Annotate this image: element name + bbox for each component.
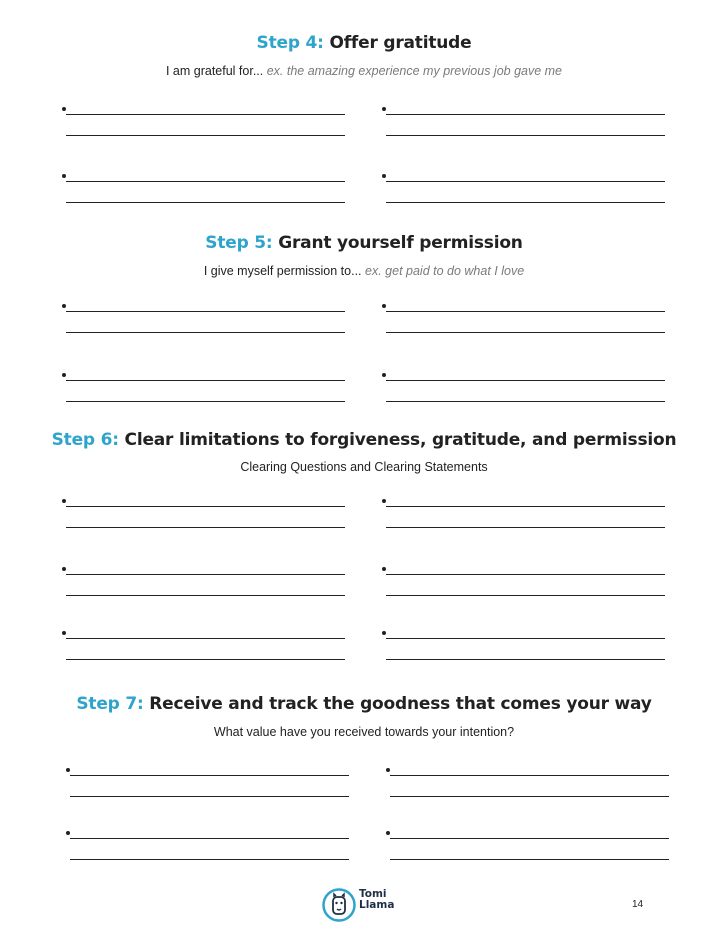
bullet-point: [382, 499, 386, 503]
writing-line[interactable]: [386, 638, 665, 639]
writing-line[interactable]: [386, 181, 665, 182]
writing-line[interactable]: [390, 796, 669, 797]
writing-line[interactable]: [66, 311, 345, 312]
writing-line[interactable]: [390, 775, 669, 776]
writing-line[interactable]: [386, 311, 665, 312]
step-7-heading: [0, 694, 728, 714]
writing-line[interactable]: [70, 859, 349, 860]
writing-line[interactable]: [386, 114, 665, 115]
bullet-point: [382, 174, 386, 178]
bullet-point: [62, 499, 66, 503]
writing-line[interactable]: [66, 506, 345, 507]
writing-line[interactable]: [386, 135, 665, 136]
writing-line[interactable]: [66, 332, 345, 333]
step-6-subtitle: Clearing Questions and Clearing Statements: [240, 460, 488, 474]
step-5-prompt: I give myself permission to...: [203, 264, 362, 278]
writing-line[interactable]: [386, 595, 665, 596]
step-7-subtitle: What value have you received towards your intention?: [213, 725, 515, 739]
step-7-number: Step 7:: [76, 694, 144, 714]
bullet-point: [382, 631, 386, 635]
bullet-point: [66, 831, 70, 835]
writing-line[interactable]: [66, 659, 345, 660]
step-6-title: Clear limitations to forgiveness, gratitude, and permission: [124, 430, 677, 450]
bullet-point: [382, 567, 386, 571]
step-5-prompt-row: [0, 264, 728, 278]
bullet-point: [62, 304, 66, 308]
bullet-point: [62, 567, 66, 571]
logo-wordmark: [359, 889, 394, 911]
bullet-point: [386, 831, 390, 835]
writing-line[interactable]: [386, 506, 665, 507]
step-5-heading: [0, 233, 728, 253]
bullet-point: [382, 373, 386, 377]
bullet-point: [386, 768, 390, 772]
writing-line[interactable]: [386, 401, 665, 402]
step-4-title: Offer gratitude: [329, 33, 472, 53]
writing-line[interactable]: [66, 401, 345, 402]
writing-line[interactable]: [66, 114, 345, 115]
writing-line[interactable]: [390, 859, 669, 860]
writing-line[interactable]: [66, 202, 345, 203]
writing-line[interactable]: [66, 181, 345, 182]
step-4-prompt: I am grateful for...: [165, 64, 264, 78]
bullet-point: [62, 107, 66, 111]
bullet-point: [62, 373, 66, 377]
writing-line[interactable]: [386, 380, 665, 381]
bullet-point: [382, 107, 386, 111]
logo-line-1: Tomi: [359, 888, 387, 900]
writing-line[interactable]: [386, 332, 665, 333]
step-6-heading: [0, 430, 728, 450]
writing-line[interactable]: [386, 202, 665, 203]
tomi-llama-logo-icon: [322, 888, 356, 922]
writing-line[interactable]: [66, 574, 345, 575]
step-5-title: Grant yourself permission: [278, 233, 523, 253]
step-4-heading: [0, 33, 728, 53]
bullet-point: [382, 304, 386, 308]
writing-line[interactable]: [70, 796, 349, 797]
writing-line[interactable]: [66, 638, 345, 639]
writing-line[interactable]: [386, 659, 665, 660]
writing-line[interactable]: [66, 527, 345, 528]
writing-line[interactable]: [66, 135, 345, 136]
writing-line[interactable]: [66, 380, 345, 381]
step-4-number: Step 4:: [256, 33, 324, 53]
page-number: 14: [632, 899, 644, 910]
step-6-number: Step 6:: [51, 430, 119, 450]
writing-line[interactable]: [386, 527, 665, 528]
step-7-title: Receive and track the goodness that comes your way: [149, 694, 652, 714]
writing-line[interactable]: [386, 574, 665, 575]
writing-line[interactable]: [66, 595, 345, 596]
writing-line[interactable]: [390, 838, 669, 839]
writing-line[interactable]: [70, 838, 349, 839]
step-4-example: ex. the amazing experience my previous job gave me: [266, 64, 563, 78]
step-4-prompt-row: [0, 64, 728, 78]
bullet-point: [62, 631, 66, 635]
logo-line-2: Llama: [359, 899, 395, 911]
bullet-point: [62, 174, 66, 178]
writing-line[interactable]: [70, 775, 349, 776]
step-5-example: ex. get paid to do what I love: [365, 264, 525, 278]
step-5-number: Step 5:: [205, 233, 273, 253]
bullet-point: [66, 768, 70, 772]
